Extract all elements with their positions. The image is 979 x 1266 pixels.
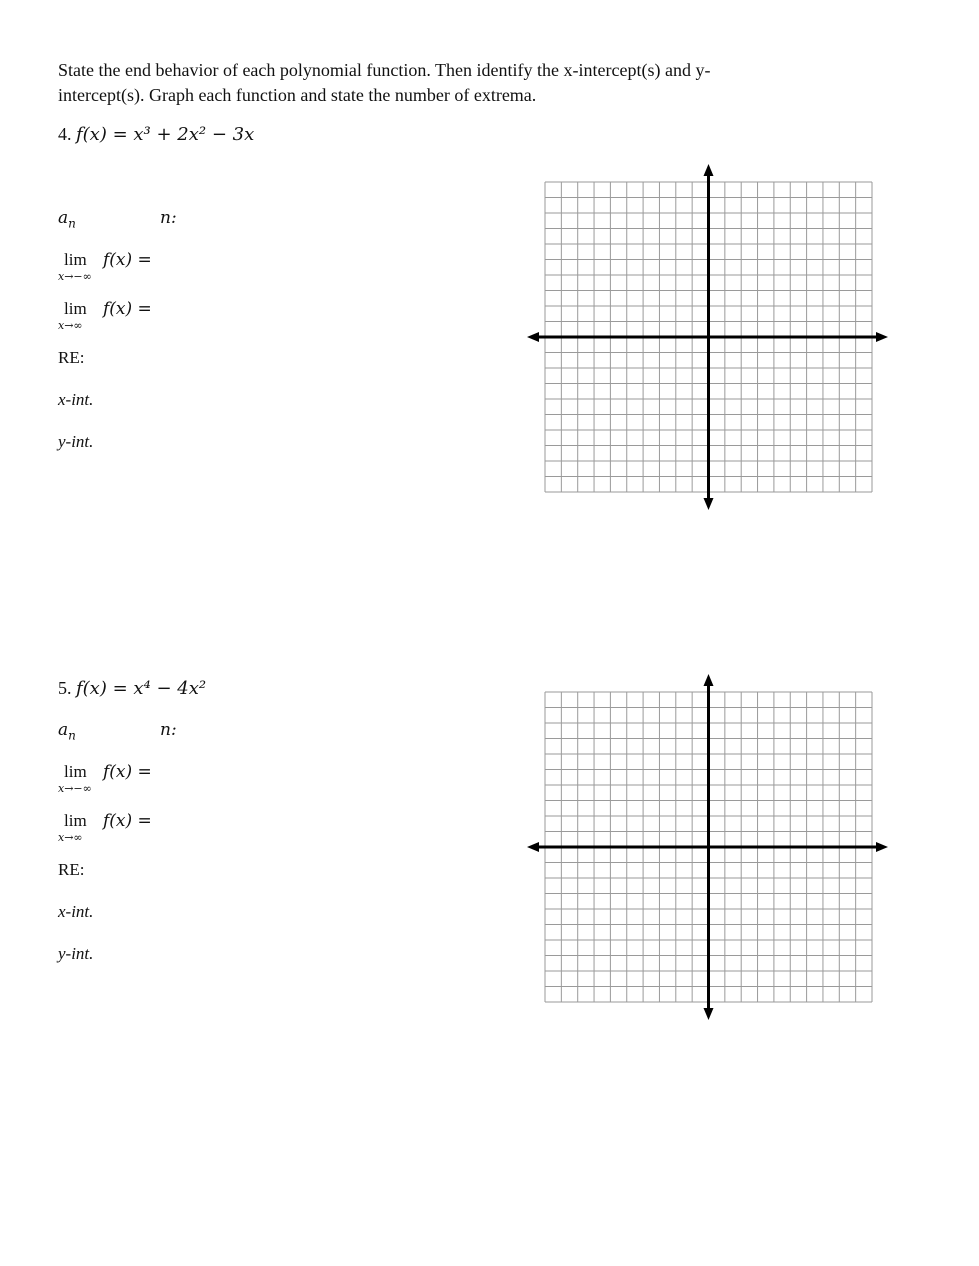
problem-4-y-intercept-label: y-int. <box>58 432 94 451</box>
x-axis-left-arrow <box>527 332 539 342</box>
problem-5-number: 5. <box>58 678 72 698</box>
problem-4-coordinate-grid <box>525 162 890 512</box>
y-axis-up-arrow <box>704 164 714 176</box>
y-axis-down-arrow <box>704 498 714 510</box>
instructions-line-2: intercept(s). Graph each function and state the number of extrema. <box>58 85 537 105</box>
problem-5-function: f(x) = x⁴ − 4x² <box>76 678 207 699</box>
problem-4-x-intercept-label: x-int. <box>58 390 94 409</box>
problem-4-function: f(x) = x³ + 2x² − 3x <box>76 124 255 145</box>
problem-4-leading-coefficient-label: $a_n$ <box>58 208 76 231</box>
instructions-line-1: State the end behavior of each polynomial function. Then identify the x-intercept(s) and y- <box>58 60 711 80</box>
problem-4-title <box>58 124 254 145</box>
instructions <box>58 58 858 108</box>
problem-5-degree-label: n: <box>160 720 177 740</box>
x-axis-right-arrow <box>876 332 888 342</box>
problem-5-re-label: RE: <box>58 860 85 879</box>
x-axis-left-arrow <box>527 842 539 852</box>
y-axis-up-arrow <box>704 674 714 686</box>
problem-5-y-intercept-label: y-int. <box>58 944 94 963</box>
problem-5-coordinate-grid <box>525 672 890 1022</box>
x-axis-right-arrow <box>876 842 888 852</box>
problem-5-leading-coefficient-label: $a_n$ <box>58 720 76 743</box>
problem-4-re-label: RE: <box>58 348 85 367</box>
problem-4-degree-label: n: <box>160 208 177 228</box>
y-axis-down-arrow <box>704 1008 714 1020</box>
problem-4-number: 4. <box>58 124 72 144</box>
problem-5-title <box>58 678 206 699</box>
problem-5-x-intercept-label: x-int. <box>58 902 94 921</box>
